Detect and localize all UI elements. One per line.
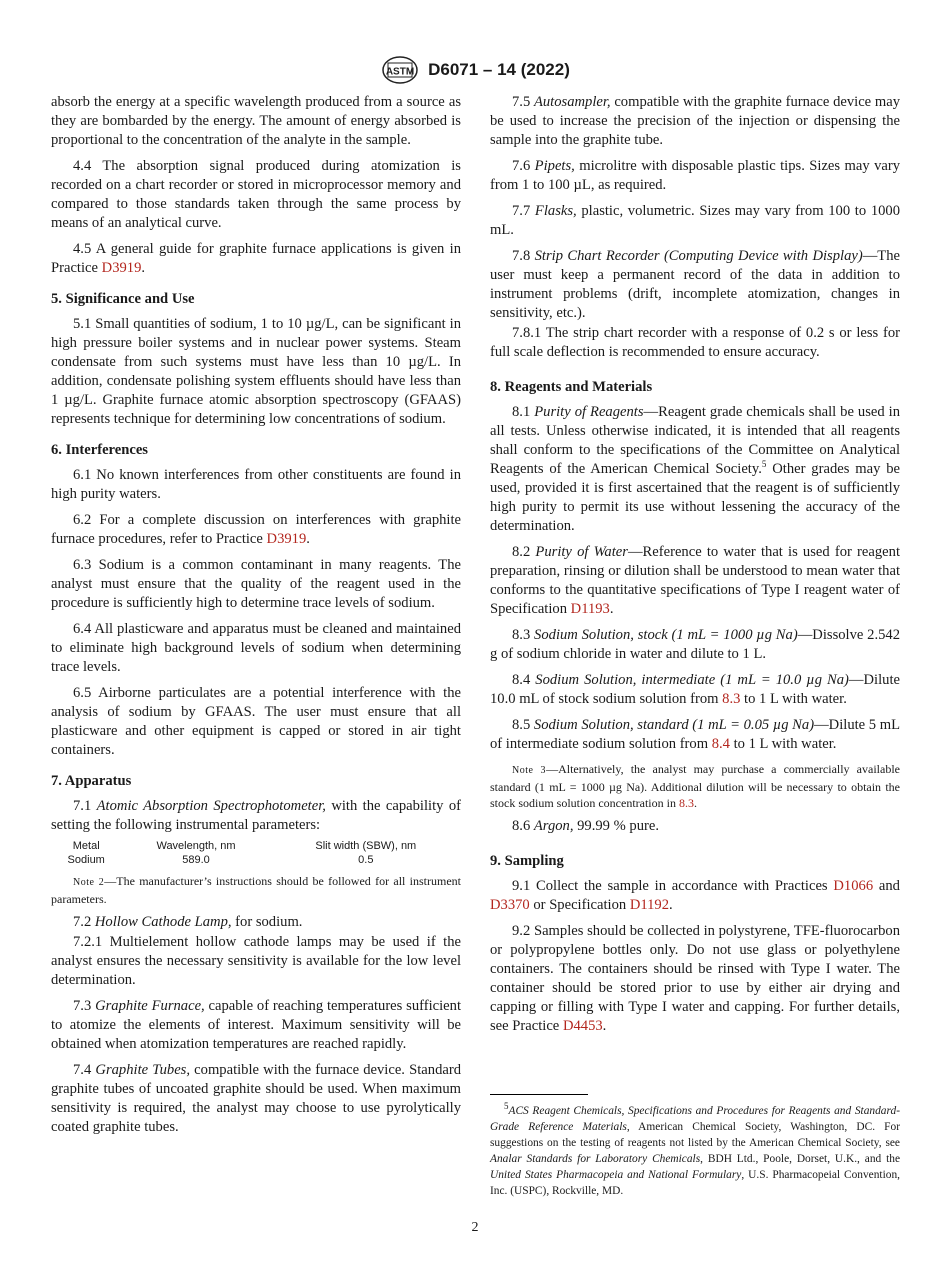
- section-heading-5: 5. Significance and Use: [51, 291, 195, 307]
- ref-link-8-4[interactable]: 8.4: [711, 736, 730, 752]
- ref-link-d3370[interactable]: D3370: [490, 897, 530, 913]
- table-row: [51, 853, 461, 867]
- right-column: [490, 93, 900, 1043]
- note-2: Note 2—The manufacturer’s instructions should be followed for all instrument parameters.: [51, 874, 461, 906]
- ref-link-d1192[interactable]: D1192: [629, 897, 670, 913]
- paragraph-7-3: 7.3 Graphite Furnace, capable of reaching temperatures sufficient to atomize the elements of interest. Maximum sensitivity will be obtained when atomization temperatures are reached rapidly.: [51, 998, 462, 1052]
- ref-link-d3919[interactable]: D3919: [101, 260, 142, 276]
- instrument-parameters-table: [51, 839, 461, 867]
- footnote-divider: [490, 1094, 588, 1095]
- table-header-cell: Wavelength, nm: [156, 840, 236, 852]
- table-header-cell: Metal: [72, 840, 100, 852]
- page-number: 2: [471, 1220, 479, 1235]
- paragraph-7-2: 7.2 Hollow Cathode Lamp, for sodium.: [73, 914, 303, 930]
- paragraph-8-4: 8.4 Sodium Solution, intermediate (1 mL = 10.0 µg Na)—Dilute 10.0 mL of stock sodium solution from 8.3 to 1 L with water.: [490, 672, 900, 707]
- ref-link-d1066[interactable]: D1066: [833, 878, 874, 894]
- ref-link-d3919[interactable]: D3919: [266, 531, 307, 547]
- table-header-cell: Slit width (SBW), nm: [315, 840, 417, 852]
- table-cell: 0.5: [358, 854, 374, 866]
- ref-link-8-3[interactable]: 8.3: [722, 691, 741, 707]
- ref-link-d4453[interactable]: D4453: [562, 1018, 603, 1034]
- section-heading-8: 8. Reagents and Materials: [490, 379, 653, 395]
- paragraph-7-1: 7.1 Atomic Absorption Spectrophotometer, with the capability of setting the following instrumental parameters:: [51, 798, 461, 833]
- section-heading-9: 9. Sampling: [490, 853, 564, 869]
- paragraph-8-6: 8.6 Argon, 99.99 % pure.: [512, 818, 660, 834]
- paragraph-6-2: 6.2 For a complete discussion on interferences with graphite furnace procedures, refer to Practice D3919.: [51, 512, 461, 547]
- paragraph-7-4: 7.4 Graphite Tubes, compatible with the furnace device. Standard graphite tubes of uncoated graphite should be used. When maximum sensitivity is required, the analyst may choose to use pyrolytically coated graphite tubes.: [51, 1062, 461, 1135]
- paragraph-4-5: 4.5 A general guide for graphite furnace applications is given in Practice D3919.: [51, 241, 461, 276]
- paragraph-7-6: 7.6 Pipets, microlitre with disposable plastic tips. Sizes may vary from 1 to 100 µL, as required.: [490, 158, 900, 193]
- paragraph-6-5: 6.5 Airborne particulates are a potential interference with the analysis of sodium by GFAAS. The user must ensure that all plasticware and other equipment is capped or stored in air tight containers.: [51, 685, 461, 758]
- paragraph-8-3: 8.3 Sodium Solution, stock (1 mL = 1000 µg Na)—Dissolve 2.542 g of sodium chloride in water and dilute to 1 L.: [490, 627, 901, 662]
- table-cell: Sodium: [67, 854, 105, 866]
- document-designation: D6071 – 14 (2022): [428, 60, 570, 79]
- astm-logo-icon: [380, 55, 420, 85]
- table-header-row: [51, 839, 461, 853]
- footnote-5: $^5$ACS Reagent Chemicals, Specifications and Procedures for Reagents and Standard-Grade Reference Materials, American Chemical Society, Washington, DC. For suggestions on the testing of reagents not listed by the American Chemical Society, see Analar Standards for Laboratory Chemicals, BDH Ltd., Poole, Dorset, U.K., and the United States Pharmacopeia and National Formulary, U.S. Pharmacopeial Convention, Inc. (USPC), Rockville, MD.: [490, 1101, 901, 1197]
- paragraph-continued: absorb the energy at a specific wavelength produced from a source as they are bombarded by the energy. The amount of energy absorbed is proportional to the concentration of the analyte in the sample.: [51, 94, 461, 148]
- section-heading-7: 7. Apparatus: [51, 773, 132, 789]
- paragraph-6-3: 6.3 Sodium is a common contaminant in many reagents. The analyst must ensure that the quality of the reagent used in the procedure is sufficiently high to determine trace levels of sodium.: [51, 557, 461, 611]
- left-column: [51, 93, 461, 1144]
- paragraph-7-2-1: 7.2.1 Multielement hollow cathode lamps may be used if the analyst ensures the necessary sensitivity is available for the low level determination.: [51, 934, 461, 988]
- paragraph-9-1: 9.1 Collect the sample in accordance with Practices D1066 and D3370 or Specification D1192.: [490, 878, 900, 913]
- svg-text:ASTM: ASTM: [385, 66, 415, 78]
- ref-link-8-3[interactable]: 8.3: [678, 796, 694, 810]
- paragraph-7-8: 7.8 Strip Chart Recorder (Computing Device with Display)—The user must keep a permanent record of the data in addition to instrument problems (drift, incomplete atomization, changes in sensitivity, etc.).: [490, 248, 900, 321]
- footnote-ref[interactable]: 5: [761, 459, 767, 470]
- page-header: [0, 55, 950, 85]
- paragraph-6-1: 6.1 No known interferences from other constituents are found in high purity waters.: [51, 467, 461, 502]
- paragraph-6-4: 6.4 All plasticware and apparatus must be cleaned and maintained to eliminate high background levels of sodium when determining trace levels.: [51, 621, 461, 675]
- table-cell: 589.0: [182, 854, 210, 866]
- paragraph-7-5: 7.5 Autosampler, compatible with the graphite furnace device may be used to increase the precision of the injection or dispensing the sample into the graphite tube.: [490, 94, 901, 148]
- paragraph-8-5: 8.5 Sodium Solution, standard (1 mL = 0.05 µg Na)—Dilute 5 mL of intermediate sodium solution from 8.4 to 1 L with water.: [490, 717, 901, 752]
- note-3: Note 3—Alternatively, the analyst may purchase a commercially available standard (1 mL = 1000 µg Na). Additional dilution will be necessary to obtain the stock sodium solution concentration in 8.3.: [490, 762, 900, 810]
- paragraph-5-1: 5.1 Small quantities of sodium, 1 to 10 µg/L, can be significant in high pressure boiler systems and in nuclear power systems. Steam condensate from such systems must have less than 10 µg/L. In addition, condensate polishing system effluents should have less than 1 µg/L. Graphite furnace atomic absorption spectroscopy (GFAAS) represents technique for determining low concentrations of sodium.: [51, 316, 461, 427]
- paragraph-4-4: 4.4 The absorption signal produced during atomization is recorded on a chart recorder or stored in microprocessor memory and compared to those standards taken through the same process by means of an analytical curve.: [51, 158, 461, 231]
- paragraph-7-8-1: 7.8.1 The strip chart recorder with a response of 0.2 s or less for full scale deflection is recommended to ensure accuracy.: [490, 325, 900, 360]
- paragraph-8-2: 8.2 Purity of Water—Reference to water that is used for reagent preparation, rinsing or dilution shall be understood to mean water that conforms to the quantitative specifications of Type I reagent water of Specification D1193.: [490, 544, 901, 617]
- paragraph-9-2: 9.2 Samples should be collected in polystyrene, TFE-fluorocarbon or polypropylene bottles only. Do not use glass or polyethylene containers. The containers should be rinsed with Type I water. The container should be stored prior to use by either air drying and capping or filling with Type I water and capping. For further details, see Practice D4453.: [490, 923, 900, 1034]
- paragraph-7-7: 7.7 Flasks, plastic, volumetric. Sizes may vary from 100 to 1000 mL.: [490, 203, 901, 238]
- ref-link-d1193[interactable]: D1193: [570, 601, 610, 617]
- section-heading-6: 6. Interferences: [51, 442, 148, 458]
- paragraph-8-1: 8.1 Purity of Reagents—Reagent grade chemicals shall be used in all tests. Unless otherwise indicated, it is intended that all reagents shall conform to the specifications of the Committee on Analytical Reagents of the American Chemical Society.$^5$ Other grades may be used, provided it is first ascertained that the reagent is of sufficiently high purity to permit its use without lessening the accuracy of the determination.: [490, 404, 901, 534]
